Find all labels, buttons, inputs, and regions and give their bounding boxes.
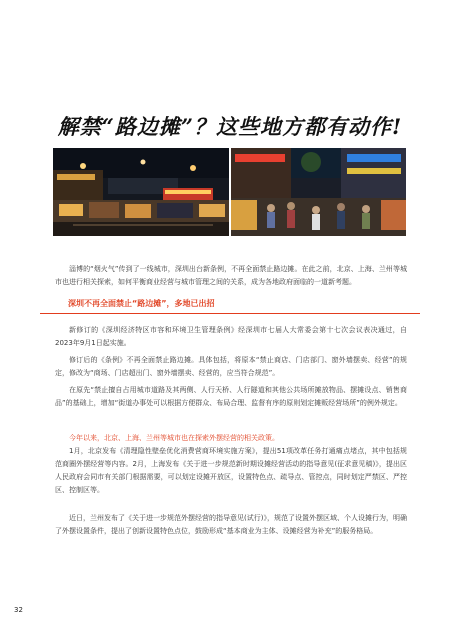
highlight-sentence: 今年以来，北京、上海、兰州等城市也在探索外摆经营的相关政策。	[69, 434, 279, 442]
page-number: 32	[14, 606, 23, 614]
policy-paragraph: 1月，北京发布《清理隐性壁垒优化消费营商环境实施方案》，提出51项改革任务打通痛点堵点，其中包括规范商圈外摆经营等内容。2月，上海发布《关于进一步规范新时期设摊经营活动的指导意见(征求意见稿)》，提出区人民政府会同市有关部门根据需要，可以划定设摊开放区，设置特色点、疏导点、管控点，同时划定严禁区、严控区、控制区等。	[55, 447, 407, 494]
subheading-text: 深圳不再全面禁止“路边摊”，多地已出招	[68, 299, 215, 308]
body-paragraph-5	[55, 432, 407, 497]
section-subheading	[40, 298, 420, 314]
intro-paragraph: 淄博的“烟火气”传到了一线城市，深圳出台新条例，不再全面禁止路边摊。在此之前，北京、上海、兰州等城市也进行相关探索，如何平衡商业经营与城市管理之间的关系，成为各地政府面临的一道新考题。	[55, 265, 407, 286]
body-paragraph-3: 修订后的《条例》不再全面禁止路边摊。具体包括，将原本“禁止商店、门店部门、窗外墙摆卖、经营”的规定，修改为“商场、门店超出门、窗外墙摆卖、经营的，应当符合规范”。	[55, 356, 407, 377]
body-paragraph-4: 在原先“禁止擅自占用城市道路及其两侧、人行天桥、人行隧道和其他公共场所摊放物品、摆摊设点、销售商品”的基础上，增加“街道办事处可以根据方便群众、布局合理、监督有序的原则划定摊贩经营场所”的例外规定。	[55, 386, 407, 407]
night-market-photo-right	[231, 148, 406, 236]
night-market-photo-left	[53, 148, 229, 236]
body-paragraph-2: 新修订的《深圳经济特区市容和环境卫生管理条例》经深圳市七届人大常委会第十七次会议表决通过，自2023年9月1日起实施。	[55, 326, 407, 347]
page-title: 解禁“路边摊”？这些地方都有动作!	[57, 114, 403, 139]
body-paragraph-6: 近日，兰州发布了《关于进一步规范外摆经营的指导意见(试行)》，规范了设置外摆区域、个人设摊行为，明确了外摆设置条件，提出了创新设置特色点位，鼓励形成“基本商业为主体、设摊经营为补充”的服务格局。	[55, 514, 407, 535]
